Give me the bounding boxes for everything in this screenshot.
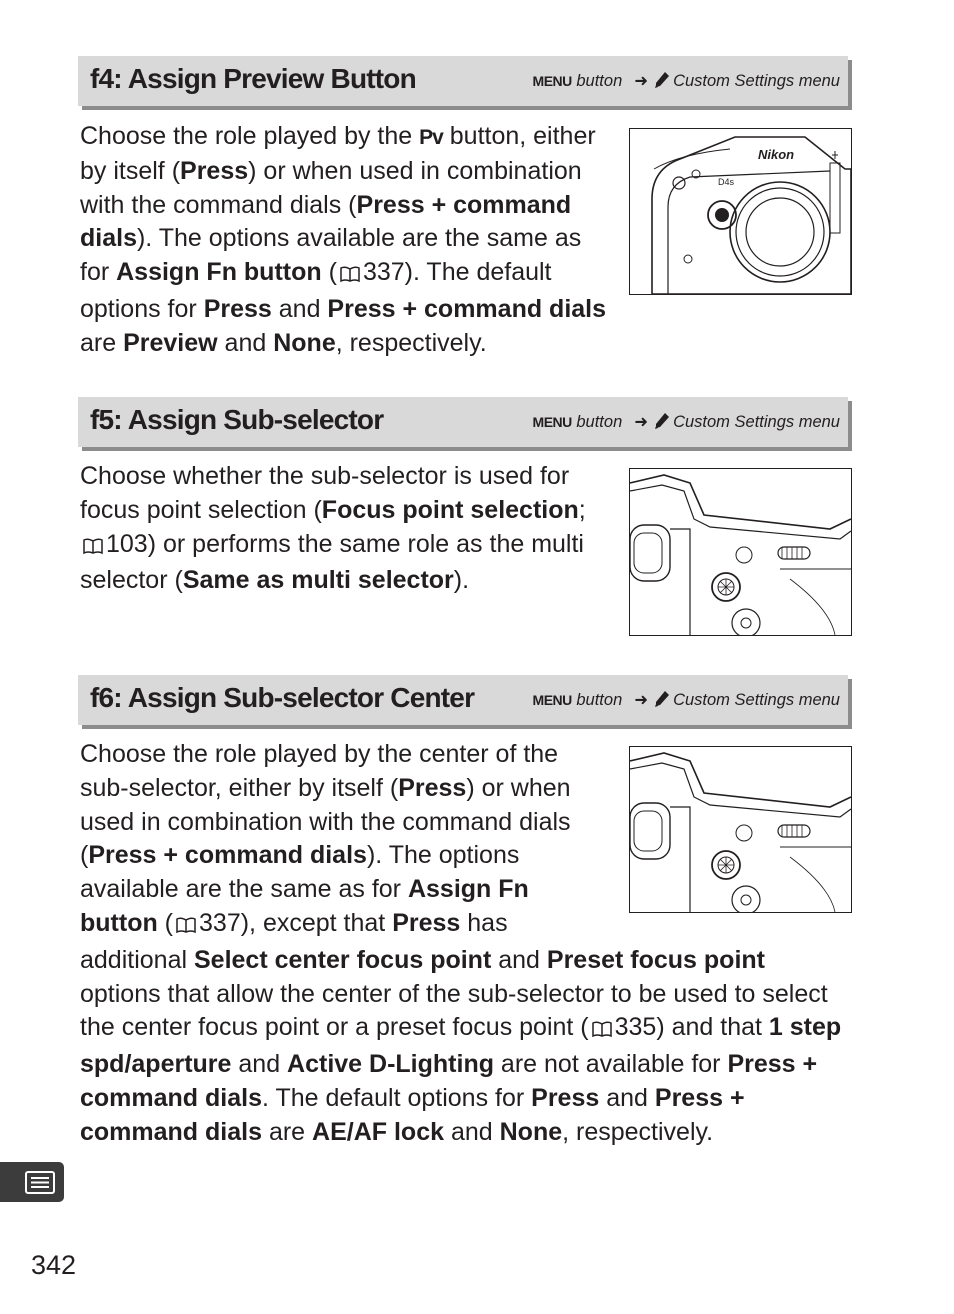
nikon-logo: Nikon bbox=[758, 147, 795, 162]
menu-button-label: MENU bbox=[532, 692, 572, 708]
menu-button-label: MENU bbox=[532, 73, 572, 89]
f6-description: Choose the role played by the center of the sub-selector, either by itself (Press) or when used in combination with the command dials (Press + command dials). The options available are the same as for Assign Fn button ( 337), except that Press has additional Select center focus point and Preset focus point options that allow the center of the sub-selector to be used to select the center focus point or a preset focus point ( 335) and that 1 step spd/aperture and Active D-Lighting are not available for Press + command dials. The default options for Press and Press + command dials are AE/AF lock and None, respectively. bbox=[80, 738, 850, 1150]
page-reference: 337 bbox=[362, 258, 405, 287]
camera-back-sub-selector-image bbox=[629, 468, 852, 636]
book-reference-icon bbox=[82, 531, 104, 565]
menu-button-label: MENU bbox=[532, 414, 572, 430]
menu-section-tab bbox=[0, 1162, 64, 1202]
model-badge: D4s bbox=[718, 177, 735, 187]
f5-section-header bbox=[78, 397, 848, 447]
f4-description: Nikon D4s Choose the role played by the Pv button, either by itself (Press) or when used in combination with the command dials (Press + command dials). The options available are the same as for Assign Fn button ( 337). The default options for Press and Press + command dials are Preview and None, respectively. bbox=[80, 120, 850, 361]
page-reference: 337 bbox=[199, 908, 241, 937]
pencil-icon bbox=[654, 412, 670, 435]
pencil-icon bbox=[654, 71, 670, 94]
f4-menu-path: MENU button ➜ Custom Settings menu bbox=[533, 71, 840, 94]
book-reference-icon bbox=[175, 910, 197, 944]
f4-section-title: f4: Assign Preview Button bbox=[90, 63, 416, 94]
f4-section-header bbox=[78, 56, 848, 106]
book-reference-icon bbox=[339, 259, 361, 293]
book-reference-icon bbox=[591, 1014, 613, 1048]
page-number: 342 bbox=[31, 1250, 77, 1280]
arrow-icon: ➜ bbox=[634, 413, 649, 431]
arrow-icon: ➜ bbox=[634, 691, 649, 709]
arrow-icon: ➜ bbox=[634, 72, 649, 90]
f6-menu-path: MENU button ➜ Custom Settings menu bbox=[533, 690, 840, 713]
menu-list-icon bbox=[25, 1171, 55, 1199]
pv-button-glyph: Pv bbox=[419, 126, 443, 149]
f5-menu-path: MENU button ➜ Custom Settings menu bbox=[533, 412, 840, 435]
page-reference: 335 bbox=[614, 1013, 657, 1042]
f5-description: Choose whether the sub-selector is used for focus point selection (Focus point selection; 103) or performs the same role as the multi selector (Same as multi selector). bbox=[80, 460, 850, 636]
camera-front-pv-button-image bbox=[629, 128, 852, 295]
f6-section-title: f6: Assign Sub-selector Center bbox=[90, 682, 475, 713]
f5-section-title: f5: Assign Sub-selector bbox=[90, 404, 384, 435]
page-reference: 103 bbox=[106, 529, 148, 558]
pencil-icon bbox=[654, 690, 670, 713]
camera-back-sub-selector-center-image bbox=[629, 746, 852, 913]
f6-section-header bbox=[78, 675, 848, 725]
